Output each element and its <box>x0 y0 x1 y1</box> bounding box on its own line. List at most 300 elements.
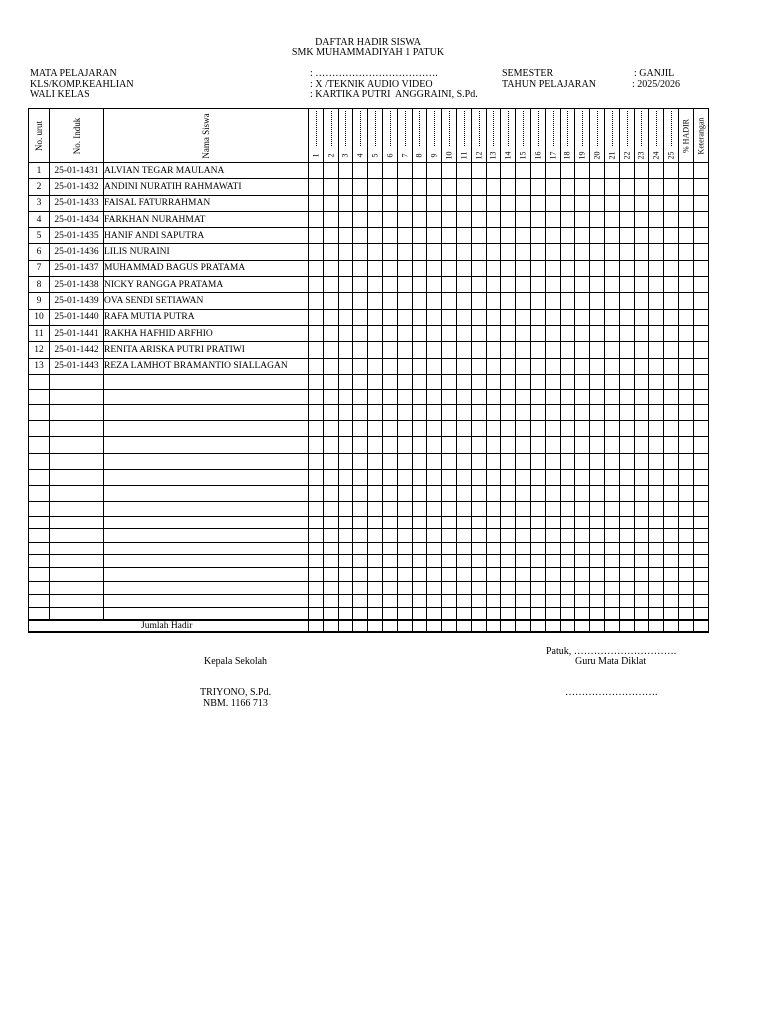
attendance-cell <box>678 502 693 516</box>
cell-no <box>29 502 50 516</box>
attendance-cell <box>353 244 368 260</box>
attendance-cell <box>693 358 708 374</box>
attendance-cell <box>693 607 708 620</box>
attendance-cell <box>619 502 634 516</box>
attendance-cell <box>619 244 634 260</box>
attendance-cell <box>664 293 679 309</box>
attendance-cell <box>516 568 531 581</box>
jumlah-cell <box>368 620 383 632</box>
attendance-cell <box>309 374 324 390</box>
table-row <box>29 568 709 581</box>
attendance-cell <box>664 469 679 485</box>
attendance-cell <box>649 568 664 581</box>
cell-no <box>29 542 50 554</box>
document-title: DAFTAR HADIR SISWA <box>315 37 421 48</box>
attendance-cell <box>456 260 471 276</box>
attendance-cell <box>442 469 457 485</box>
cell-no: 7 <box>29 260 50 276</box>
attendance-cell <box>323 309 338 325</box>
attendance-cell <box>693 211 708 227</box>
attendance-cell <box>530 516 545 528</box>
attendance-cell <box>486 228 501 244</box>
col-nama-siswa <box>104 109 309 163</box>
attendance-cell <box>530 260 545 276</box>
attendance-cell <box>368 358 383 374</box>
attendance-table <box>28 108 709 633</box>
attendance-cell <box>412 486 427 502</box>
attendance-cell <box>427 437 442 453</box>
attendance-cell <box>338 607 353 620</box>
attendance-cell <box>471 581 486 594</box>
attendance-cell <box>604 502 619 516</box>
attendance-cell <box>501 594 516 607</box>
attendance-cell <box>368 453 383 469</box>
attendance-cell <box>471 277 486 293</box>
attendance-cell <box>382 437 397 453</box>
attendance-cell <box>471 293 486 309</box>
attendance-cell <box>338 228 353 244</box>
attendance-cell <box>442 260 457 276</box>
attendance-cell <box>664 358 679 374</box>
attendance-cell <box>309 390 324 405</box>
attendance-cell <box>649 486 664 502</box>
attendance-cell <box>545 358 560 374</box>
col-day <box>427 109 442 163</box>
attendance-cell <box>530 568 545 581</box>
cell-no <box>29 421 50 437</box>
attendance-cell <box>427 568 442 581</box>
attendance-cell <box>382 555 397 568</box>
attendance-cell <box>323 374 338 390</box>
attendance-cell <box>353 486 368 502</box>
attendance-cell <box>309 542 324 554</box>
attendance-cell <box>427 374 442 390</box>
attendance-cell <box>604 179 619 195</box>
cell-no <box>29 374 50 390</box>
attendance-cell <box>412 211 427 227</box>
attendance-cell <box>516 374 531 390</box>
attendance-cell <box>590 542 605 554</box>
attendance-cell <box>309 277 324 293</box>
attendance-cell <box>456 469 471 485</box>
attendance-cell <box>664 163 679 179</box>
col-day <box>516 109 531 163</box>
attendance-cell <box>486 516 501 528</box>
attendance-cell <box>486 594 501 607</box>
attendance-cell <box>516 594 531 607</box>
attendance-cell <box>545 342 560 358</box>
attendance-cell <box>560 453 575 469</box>
attendance-cell <box>309 358 324 374</box>
attendance-cell <box>456 421 471 437</box>
attendance-cell <box>604 581 619 594</box>
attendance-cell <box>634 528 649 542</box>
attendance-cell <box>309 309 324 325</box>
cell-nama <box>104 528 309 542</box>
jumlah-label-cell <box>29 620 309 632</box>
attendance-cell <box>368 260 383 276</box>
table-row <box>29 211 709 227</box>
attendance-cell <box>664 528 679 542</box>
attendance-cell <box>382 309 397 325</box>
attendance-cell <box>664 568 679 581</box>
attendance-cell <box>560 179 575 195</box>
attendance-cell <box>412 607 427 620</box>
table-row <box>29 163 709 179</box>
attendance-cell <box>368 244 383 260</box>
attendance-cell <box>649 469 664 485</box>
attendance-cell <box>575 211 590 227</box>
attendance-cell <box>693 421 708 437</box>
attendance-cell <box>368 390 383 405</box>
attendance-cell <box>323 277 338 293</box>
attendance-cell <box>427 244 442 260</box>
attendance-cell <box>456 568 471 581</box>
attendance-cell <box>427 581 442 594</box>
attendance-cell <box>678 453 693 469</box>
attendance-cell <box>309 594 324 607</box>
attendance-cell <box>382 469 397 485</box>
attendance-cell <box>412 260 427 276</box>
attendance-cell <box>382 421 397 437</box>
attendance-cell <box>545 516 560 528</box>
attendance-cell <box>693 374 708 390</box>
attendance-cell <box>412 358 427 374</box>
attendance-cell <box>575 607 590 620</box>
attendance-cell <box>442 502 457 516</box>
attendance-cell <box>545 228 560 244</box>
cell-nama: LILIS NURAINI <box>104 244 309 260</box>
attendance-cell <box>530 277 545 293</box>
attendance-cell <box>442 179 457 195</box>
col-day <box>545 109 560 163</box>
attendance-cell <box>575 581 590 594</box>
attendance-cell <box>545 555 560 568</box>
attendance-cell <box>530 486 545 502</box>
attendance-cell <box>397 469 412 485</box>
attendance-cell <box>693 516 708 528</box>
attendance-cell <box>560 195 575 211</box>
attendance-cell <box>664 211 679 227</box>
cell-induk <box>50 486 104 502</box>
day-number: 10 <box>444 151 454 160</box>
attendance-cell <box>664 453 679 469</box>
attendance-cell <box>678 516 693 528</box>
attendance-cell <box>634 516 649 528</box>
attendance-cell <box>456 179 471 195</box>
attendance-cell <box>545 309 560 325</box>
cell-nama: RAKHA HAFHID ARFHIO <box>104 325 309 341</box>
attendance-cell <box>530 163 545 179</box>
attendance-cell <box>604 486 619 502</box>
attendance-cell <box>634 405 649 421</box>
cell-nama <box>104 469 309 485</box>
attendance-cell <box>486 390 501 405</box>
attendance-cell <box>323 502 338 516</box>
cell-induk <box>50 421 104 437</box>
attendance-cell <box>427 528 442 542</box>
col-persen-hadir <box>678 109 693 163</box>
attendance-cell <box>427 163 442 179</box>
attendance-cell <box>560 277 575 293</box>
attendance-cell <box>486 542 501 554</box>
attendance-cell <box>619 405 634 421</box>
attendance-cell <box>575 309 590 325</box>
attendance-cell <box>619 437 634 453</box>
attendance-cell <box>309 421 324 437</box>
attendance-cell <box>590 437 605 453</box>
table-row <box>29 342 709 358</box>
attendance-cell <box>619 542 634 554</box>
attendance-cell <box>545 528 560 542</box>
attendance-cell <box>382 260 397 276</box>
attendance-cell <box>323 358 338 374</box>
table-row <box>29 594 709 607</box>
attendance-cell <box>456 594 471 607</box>
attendance-cell <box>338 260 353 276</box>
attendance-cell <box>649 542 664 554</box>
attendance-cell <box>516 469 531 485</box>
attendance-cell <box>309 568 324 581</box>
attendance-cell <box>471 469 486 485</box>
attendance-cell <box>560 594 575 607</box>
attendance-cell <box>353 542 368 554</box>
attendance-cell <box>427 179 442 195</box>
attendance-cell <box>501 277 516 293</box>
table-row <box>29 195 709 211</box>
attendance-cell <box>619 607 634 620</box>
attendance-cell <box>530 390 545 405</box>
attendance-cell <box>693 469 708 485</box>
attendance-cell <box>309 502 324 516</box>
attendance-cell <box>397 421 412 437</box>
attendance-cell <box>634 277 649 293</box>
col-keterangan-text: Keterangan <box>696 117 706 154</box>
attendance-cell <box>619 469 634 485</box>
attendance-cell <box>397 516 412 528</box>
attendance-cell <box>456 309 471 325</box>
attendance-cell <box>397 405 412 421</box>
attendance-cell <box>693 555 708 568</box>
attendance-cell <box>664 542 679 554</box>
attendance-cell <box>516 244 531 260</box>
attendance-cell <box>664 325 679 341</box>
attendance-cell <box>412 542 427 554</box>
tahun-label: TAHUN PELAJARAN <box>502 79 596 90</box>
cell-nama: ALVIAN TEGAR MAULANA <box>104 163 309 179</box>
attendance-cell <box>575 244 590 260</box>
attendance-cell <box>545 244 560 260</box>
jumlah-cell <box>530 620 545 632</box>
attendance-cell <box>619 390 634 405</box>
attendance-cell <box>693 486 708 502</box>
attendance-cell <box>427 309 442 325</box>
cell-nama <box>104 486 309 502</box>
cell-induk <box>50 453 104 469</box>
attendance-cell <box>530 342 545 358</box>
attendance-cell <box>471 163 486 179</box>
attendance-cell <box>427 453 442 469</box>
cell-no <box>29 390 50 405</box>
attendance-cell <box>590 358 605 374</box>
attendance-cell <box>397 358 412 374</box>
attendance-cell <box>309 342 324 358</box>
attendance-cell <box>590 581 605 594</box>
attendance-cell <box>516 309 531 325</box>
col-day <box>604 109 619 163</box>
attendance-cell <box>604 260 619 276</box>
attendance-cell <box>382 358 397 374</box>
attendance-cell <box>427 607 442 620</box>
attendance-cell <box>649 342 664 358</box>
attendance-cell <box>486 163 501 179</box>
attendance-cell <box>486 437 501 453</box>
attendance-cell <box>353 568 368 581</box>
cell-induk <box>50 594 104 607</box>
jumlah-cell <box>382 620 397 632</box>
cell-no: 13 <box>29 358 50 374</box>
attendance-cell <box>501 502 516 516</box>
attendance-cell <box>456 542 471 554</box>
cell-nama <box>104 516 309 528</box>
attendance-cell <box>501 228 516 244</box>
attendance-cell <box>486 486 501 502</box>
attendance-cell <box>604 469 619 485</box>
attendance-cell <box>604 453 619 469</box>
attendance-cell <box>634 358 649 374</box>
attendance-cell <box>649 277 664 293</box>
attendance-cell <box>338 594 353 607</box>
day-number: 8 <box>414 153 424 158</box>
attendance-cell <box>323 325 338 341</box>
attendance-cell <box>382 502 397 516</box>
attendance-cell <box>693 325 708 341</box>
attendance-cell <box>678 555 693 568</box>
attendance-cell <box>560 405 575 421</box>
attendance-cell <box>353 179 368 195</box>
attendance-cell <box>412 568 427 581</box>
attendance-cell <box>353 581 368 594</box>
attendance-cell <box>590 309 605 325</box>
cell-induk <box>50 607 104 620</box>
attendance-cell <box>501 516 516 528</box>
attendance-cell <box>323 453 338 469</box>
attendance-cell <box>353 374 368 390</box>
attendance-cell <box>560 374 575 390</box>
attendance-cell <box>590 390 605 405</box>
col-day <box>442 109 457 163</box>
day-number: 25 <box>666 151 676 160</box>
attendance-cell <box>368 528 383 542</box>
attendance-cell <box>516 325 531 341</box>
cell-nama <box>104 405 309 421</box>
attendance-cell <box>368 486 383 502</box>
attendance-cell <box>619 581 634 594</box>
attendance-cell <box>545 325 560 341</box>
attendance-cell <box>619 211 634 227</box>
attendance-cell <box>397 293 412 309</box>
attendance-cell <box>456 405 471 421</box>
cell-induk <box>50 374 104 390</box>
semester-value: : GANJIL <box>634 68 675 79</box>
attendance-cell <box>382 325 397 341</box>
attendance-cell <box>604 163 619 179</box>
cell-no: 9 <box>29 293 50 309</box>
attendance-cell <box>471 421 486 437</box>
attendance-cell <box>412 555 427 568</box>
tahun-value: : 2025/2026 <box>632 79 681 90</box>
col-day <box>338 109 353 163</box>
cell-nama <box>104 555 309 568</box>
attendance-cell <box>456 502 471 516</box>
attendance-cell <box>427 342 442 358</box>
attendance-cell <box>604 528 619 542</box>
attendance-cell <box>353 421 368 437</box>
attendance-cell <box>309 581 324 594</box>
attendance-cell <box>530 211 545 227</box>
attendance-cell <box>486 374 501 390</box>
attendance-cell <box>486 277 501 293</box>
jumlah-cell <box>634 620 649 632</box>
attendance-cell <box>456 163 471 179</box>
attendance-cell <box>382 516 397 528</box>
attendance-cell <box>619 260 634 276</box>
attendance-cell <box>545 163 560 179</box>
attendance-cell <box>338 528 353 542</box>
attendance-cell <box>545 260 560 276</box>
table-row <box>29 293 709 309</box>
attendance-cell <box>382 195 397 211</box>
attendance-cell <box>590 195 605 211</box>
attendance-cell <box>649 211 664 227</box>
attendance-cell <box>693 342 708 358</box>
attendance-cell <box>486 469 501 485</box>
attendance-cell <box>353 405 368 421</box>
cell-no <box>29 555 50 568</box>
attendance-cell <box>397 179 412 195</box>
col-no-induk <box>50 109 104 163</box>
attendance-cell <box>649 607 664 620</box>
attendance-cell <box>693 293 708 309</box>
attendance-cell <box>604 293 619 309</box>
attendance-cell <box>678 195 693 211</box>
attendance-cell <box>634 293 649 309</box>
jumlah-cell <box>427 620 442 632</box>
attendance-cell <box>664 502 679 516</box>
attendance-cell <box>545 405 560 421</box>
attendance-cell <box>575 528 590 542</box>
attendance-cell <box>693 502 708 516</box>
attendance-cell <box>664 342 679 358</box>
attendance-cell <box>456 374 471 390</box>
attendance-cell <box>486 607 501 620</box>
attendance-cell <box>501 195 516 211</box>
attendance-cell <box>516 486 531 502</box>
attendance-cell <box>649 179 664 195</box>
day-number: 17 <box>548 151 558 160</box>
attendance-cell <box>575 358 590 374</box>
attendance-cell <box>619 179 634 195</box>
attendance-cell <box>397 390 412 405</box>
attendance-cell <box>664 195 679 211</box>
cell-nama <box>104 453 309 469</box>
attendance-cell <box>309 555 324 568</box>
cell-induk: 25-01-1436 <box>50 244 104 260</box>
attendance-cell <box>442 528 457 542</box>
attendance-cell <box>516 179 531 195</box>
attendance-cell <box>545 607 560 620</box>
attendance-cell <box>634 486 649 502</box>
